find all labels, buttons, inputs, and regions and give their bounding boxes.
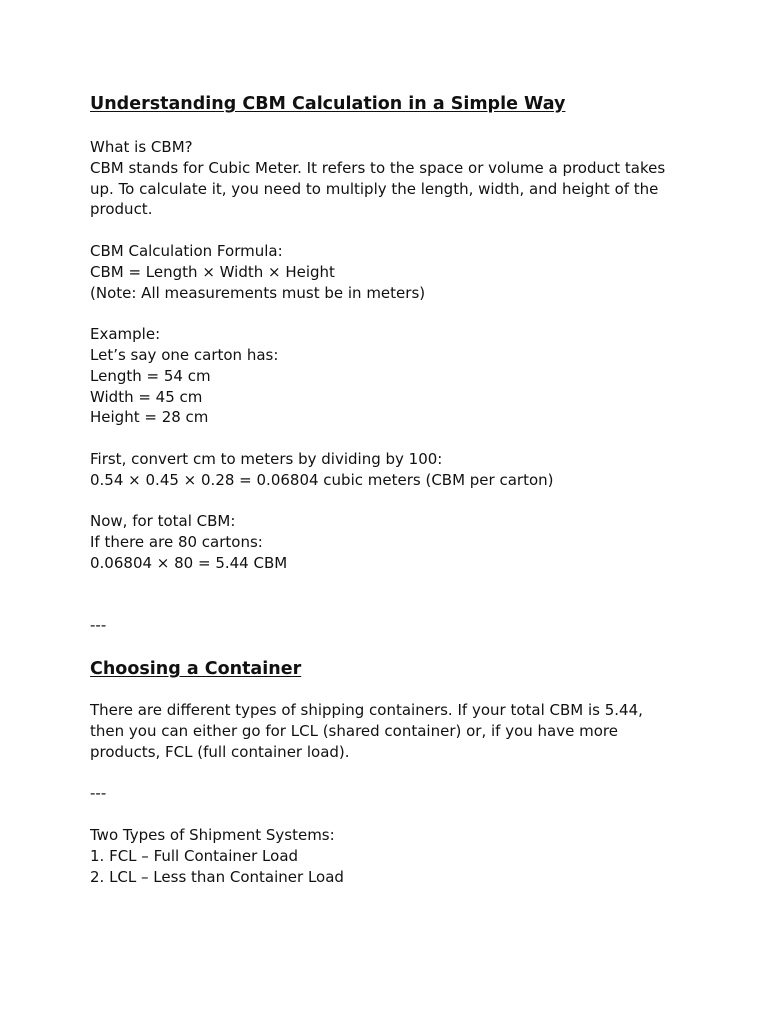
convert-text: First, convert cm to meters by dividing by 100: xyxy=(90,449,443,468)
container-para-line-2: then you can either go for LCL (shared container) or, if you have more xyxy=(90,721,618,740)
shipment-item-lcl: 2. LCL – Less than Container Load xyxy=(90,867,344,886)
cbm-definition-line-3: product. xyxy=(90,200,153,219)
total-cbm-calculation: 0.06804 × 80 = 5.44 CBM xyxy=(90,553,288,572)
example-length: Length = 54 cm xyxy=(90,366,211,385)
container-para-line-3: products, FCL (full container load). xyxy=(90,742,350,761)
shipment-systems-heading: Two Types of Shipment Systems: xyxy=(90,825,335,844)
example-width: Width = 45 cm xyxy=(90,387,203,406)
divider-text: --- xyxy=(90,784,107,803)
total-cbm-heading: Now, for total CBM: xyxy=(90,512,236,531)
cbm-definition-line-2: up. To calculate it, you need to multiply the length, width, and height of the xyxy=(90,179,659,198)
example-height: Height = 28 cm xyxy=(90,408,209,427)
section-title-cbm: Understanding CBM Calculation in a Simple Way xyxy=(90,94,566,114)
total-cbm-intro: If there are 80 cartons: xyxy=(90,533,263,552)
cbm-definition-line-1: CBM stands for Cubic Meter. It refers to the space or volume a product takes xyxy=(90,158,666,177)
divider-text: --- xyxy=(90,616,107,635)
formula-note: (Note: All measurements must be in meters) xyxy=(90,283,426,302)
convert-calculation: 0.54 × 0.45 × 0.28 = 0.06804 cubic meters (CBM per carton) xyxy=(90,470,554,489)
section-title-container: Choosing a Container xyxy=(90,659,302,680)
document-content xyxy=(90,92,690,887)
formula-heading: CBM Calculation Formula: xyxy=(90,241,283,260)
container-para-line-1: There are different types of shipping containers. If your total CBM is 5.44, xyxy=(90,701,643,720)
formula-text: CBM = Length × Width × Height xyxy=(90,262,335,281)
example-heading: Example: xyxy=(90,325,161,344)
example-intro: Let’s say one carton has: xyxy=(90,345,279,364)
shipment-item-fcl: 1. FCL – Full Container Load xyxy=(90,846,299,865)
what-is-cbm-heading: What is CBM? xyxy=(90,138,193,156)
